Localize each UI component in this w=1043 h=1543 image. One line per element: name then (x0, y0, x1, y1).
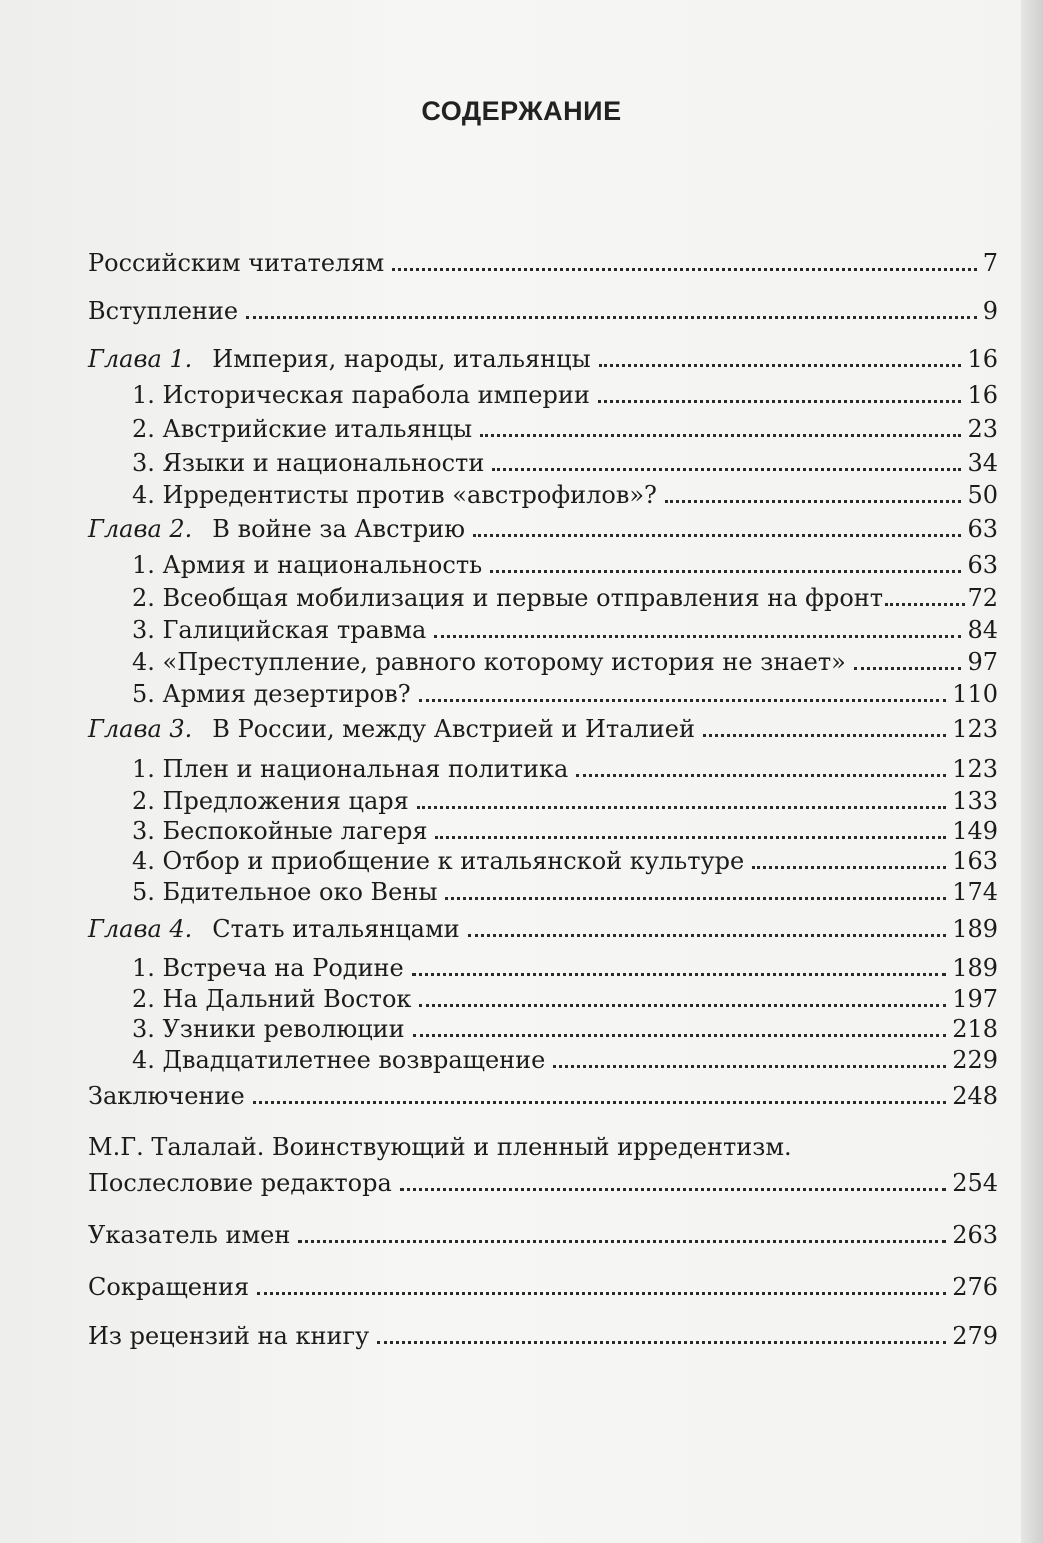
dot-leader (298, 1240, 946, 1243)
dot-leader (885, 603, 965, 606)
toc-section-entry (132, 980, 998, 1014)
dot-leader (468, 934, 947, 937)
chapter-number: Глава 3. (88, 715, 193, 743)
toc-section-entry (132, 546, 998, 580)
toc-section-entry (132, 376, 998, 410)
toc-page-number: 189 (952, 915, 998, 943)
toc-entry-label: Сокращения (88, 1273, 250, 1301)
toc-section-entry (132, 476, 998, 510)
toc-page-number: 263 (952, 1221, 998, 1249)
toc-page-number: 189 (952, 954, 998, 982)
toc-entry-label: 5. Бдительное око Вены (132, 878, 438, 906)
chapter-number: Глава 4. (88, 915, 193, 943)
afterword-author: М.Г. Талалай (88, 1133, 257, 1161)
dot-leader (419, 1004, 946, 1007)
toc-page-number: 63 (967, 551, 998, 579)
dot-leader (445, 897, 946, 900)
toc-entry-label: 3. Галицийская травма (132, 616, 427, 644)
toc-entry (88, 1216, 998, 1250)
toc-section-entry (132, 410, 998, 444)
toc-entry-label: 1. Встреча на Родине (132, 954, 404, 982)
chapter-title: В России, между Австрией и Италией (212, 715, 695, 743)
toc-entry-label: 2. Всеобщая мобилизация и первые отправления на фронт (132, 584, 884, 612)
toc-entry-label: 3. Беспокойные лагеря (132, 817, 428, 845)
toc-page-number: 248 (952, 1082, 998, 1110)
toc-section-entry (132, 782, 998, 816)
toc-page-number: 123 (952, 715, 998, 743)
dot-leader (703, 734, 946, 737)
toc-page-number: 16 (967, 345, 998, 373)
toc-section-entry (132, 611, 998, 645)
toc-section-entry (132, 444, 998, 478)
toc-entry (88, 1077, 998, 1111)
toc-page-number: 84 (967, 616, 998, 644)
dot-leader (417, 806, 946, 809)
toc-section-entry (132, 579, 998, 613)
chapter-number: Глава 1. (88, 345, 193, 373)
chapter-title: Империя, народы, итальянцы (212, 345, 591, 373)
dot-leader (257, 1292, 946, 1295)
dot-leader (400, 1188, 946, 1191)
chapter-title: В войне за Австрию (212, 515, 466, 543)
toc-entry-label: 4. «Преступление, равного которому история не знает» (132, 648, 846, 676)
toc-page-number: 7 (982, 249, 998, 277)
toc-entry-label: Указатель имен (88, 1221, 291, 1249)
dot-leader (492, 468, 961, 471)
toc-chapter-entry (88, 340, 998, 374)
dot-leader (553, 1065, 946, 1068)
toc-page-number: 254 (952, 1169, 998, 1197)
toc-page-number: 123 (952, 755, 998, 783)
toc-page-number: 9 (982, 297, 998, 325)
toc-entry (88, 1317, 998, 1351)
dot-leader (246, 316, 977, 319)
toc-page-number: 34 (967, 449, 998, 477)
toc-page-number: 229 (952, 1046, 998, 1074)
toc-entry (88, 244, 998, 278)
toc-section-entry (132, 675, 998, 709)
toc-page-number: 279 (952, 1322, 998, 1350)
page-edge-shadow (1021, 0, 1043, 1543)
afterword-subtitle: Послесловие редактора (88, 1169, 392, 1197)
toc-page-number: 174 (952, 878, 998, 906)
dot-leader (435, 836, 946, 839)
toc-page-number: 97 (967, 648, 998, 676)
chapter-title: Стать итальянцами (212, 915, 460, 943)
toc-entry-label: 3. Узники революции (132, 1015, 405, 1043)
toc-section-entry (132, 1041, 998, 1075)
toc-entry-label: Вступление (88, 297, 239, 325)
toc-section-entry (132, 643, 998, 677)
toc-entry-label: 4. Ирредентисты против «австрофилов»? (132, 481, 657, 509)
toc-page-number: 16 (967, 381, 998, 409)
toc-section-entry (132, 750, 998, 784)
dot-leader (392, 268, 977, 271)
toc-page-number: 276 (952, 1273, 998, 1301)
dot-leader (665, 500, 962, 503)
dot-leader (490, 570, 961, 573)
afterword-title: . Воинствующий и пленный ирредентизм. (256, 1133, 792, 1161)
toc-page-number: 63 (967, 515, 998, 543)
dot-leader (598, 400, 962, 403)
dot-leader (419, 699, 947, 702)
toc-page-number: 133 (952, 787, 998, 815)
toc-afterword-entry (88, 1132, 998, 1198)
toc-page-number: 149 (952, 817, 998, 845)
toc-page-number: 197 (952, 985, 998, 1013)
toc-entry-label: 2. Предложения царя (132, 787, 409, 815)
chapter-number: Глава 2. (88, 515, 193, 543)
toc-entry-label: 4. Отбор и приобщение к итальянской культуре (132, 847, 745, 875)
dot-leader (752, 866, 946, 869)
toc-entry (88, 292, 998, 326)
toc-entry-label: 2. Австрийские итальянцы (132, 415, 473, 443)
dot-leader (576, 774, 946, 777)
toc-section-entry (132, 812, 998, 846)
dot-leader (480, 434, 961, 437)
page-title: СОДЕРЖАНИЕ (421, 96, 622, 126)
toc-entry-label: 4. Двадцатилетнее возвращение (132, 1046, 546, 1074)
toc-page-number: 163 (952, 847, 998, 875)
toc-entry-label: 1. Историческая парабола империи (132, 381, 590, 409)
toc-entry-label: Из рецензий на книгу (88, 1322, 370, 1350)
toc-entry-label: 5. Армия дезертиров? (132, 680, 411, 708)
toc-entry-label: Российским читателям (88, 249, 385, 277)
toc-page-number: 23 (967, 415, 998, 443)
dot-leader (377, 1341, 946, 1344)
toc-section-entry (132, 873, 998, 907)
toc-entry-label: 3. Языки и национальности (132, 449, 485, 477)
toc-entry-label: Заключение (88, 1082, 245, 1110)
toc-page-number: 218 (952, 1015, 998, 1043)
toc-entry-label: 2. На Дальний Восток (132, 985, 412, 1013)
toc-section-entry (132, 1010, 998, 1044)
toc-entry (88, 1268, 998, 1302)
dot-leader (854, 667, 962, 670)
dot-leader (473, 534, 961, 537)
dot-leader (434, 635, 961, 638)
toc-chapter-entry (88, 910, 998, 944)
toc-entry-label: 1. Армия и национальность (132, 551, 483, 579)
toc-page-number: 50 (967, 481, 998, 509)
toc-section-entry (132, 842, 998, 876)
toc-entry-label: 1. Плен и национальная политика (132, 755, 569, 783)
dot-leader (253, 1101, 947, 1104)
dot-leader (599, 364, 962, 367)
dot-leader (412, 973, 946, 976)
toc-page-number: 110 (952, 680, 998, 708)
toc-chapter-entry (88, 510, 998, 544)
toc-chapter-entry (88, 710, 998, 744)
toc-page-number: 72 (967, 584, 998, 612)
toc-section-entry (132, 949, 998, 983)
dot-leader (413, 1034, 947, 1037)
